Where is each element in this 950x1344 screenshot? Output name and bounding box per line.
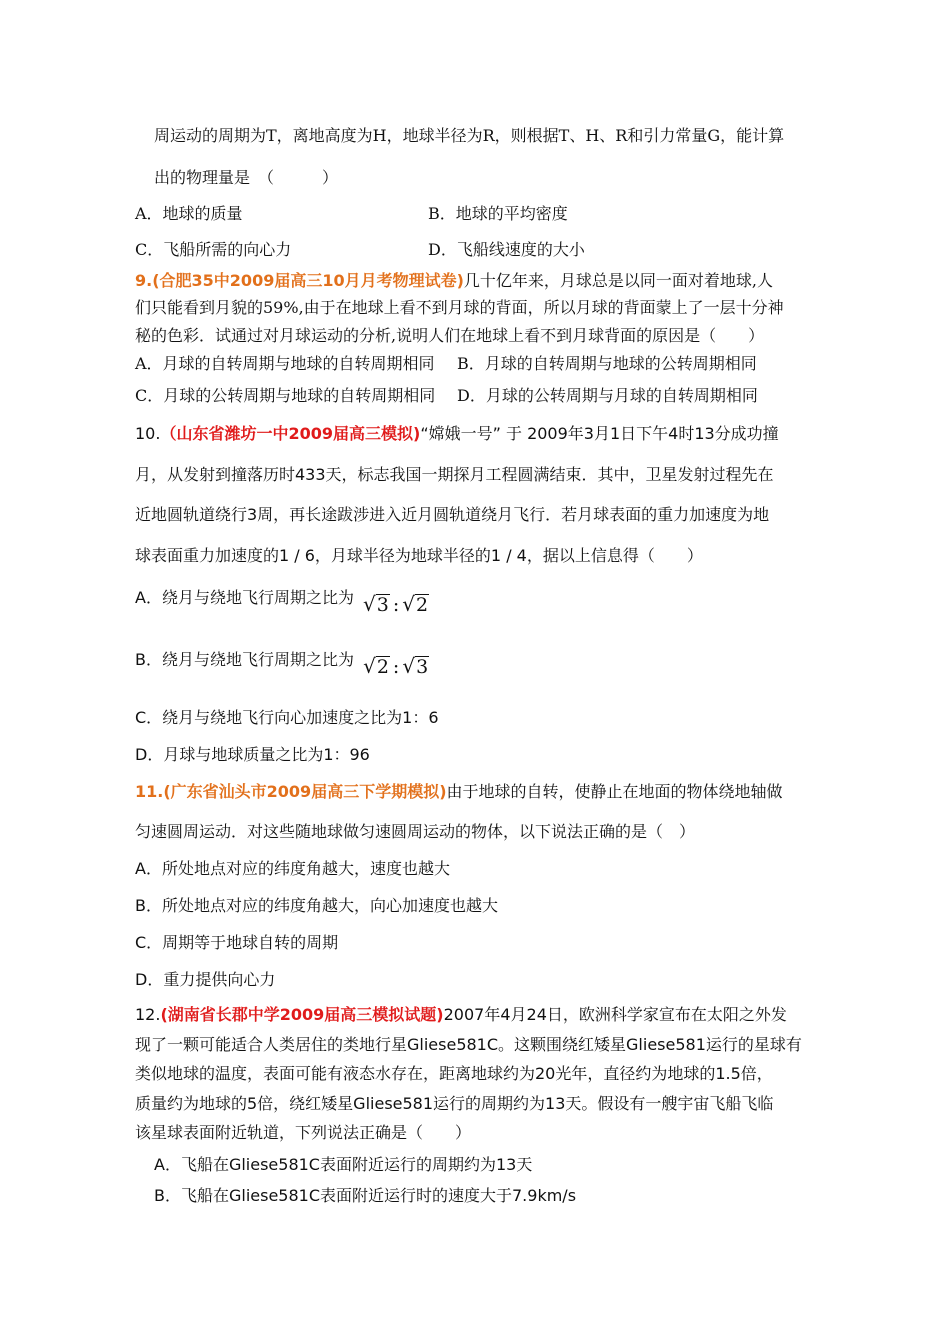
q12-option-b: B．飞船在Gliese581C表面附近运行时的速度大于7.9km/s [154,1186,577,1205]
q8-option-d: D．飞船线速度的大小 [428,240,585,259]
q11-option-d: D．重力提供向心力 [135,970,276,989]
q9-stem-line3: 秘的色彩．试通过对月球运动的分析,说明人们在地球上看不到月球背面的原因是（ ） [135,326,765,345]
q12-number: 12. [135,1005,161,1024]
q9-source: (合肥35中2009届高三10月月考物理试卷) [152,271,464,290]
q10-option-c: C．绕月与绕地飞行向心加速度之比为1：6 [135,708,439,727]
q10-option-b [135,648,429,682]
q9-option-b: B．月球的自转周期与地球的公转周期相同 [457,354,757,373]
q9-option-a: A．月球的自转周期与地球的自转周期相同 [135,354,435,373]
q12-option-a: A．飞船在Gliese581C表面附近运行的周期约为13天 [154,1155,533,1174]
q8-option-c: C．飞船所需的向心力 [135,240,292,259]
q10-stem-text: “嫦娥一号” 于 2009年3月1日下午4时13分成功撞 [420,424,779,443]
q10-source: （山东省潍坊一中2009届高三模拟) [160,424,421,443]
q10-stem-line1 [135,424,779,444]
q11-stem-line2: 匀速圆周运动．对这些随地球做匀速圆周运动的物体，以下说法正确的是（ ） [135,822,696,841]
q12-source: (湖南省长郡中学2009届高三模拟试题) [160,1005,444,1024]
q9-option-d: D．月球的公转周期与月球的自转周期相同 [457,386,758,405]
q11-stem-line1 [135,782,783,802]
q12-stem-line1 [135,1005,787,1025]
q10-stem-line3: 近地圆轨道绕行3周，再长途跋涉进入近月圆轨道绕月飞行．若月球表面的重力加速度为地 [135,505,770,524]
q10-option-a-text: A．绕月与绕地飞行周期之比为 [135,588,354,607]
q9-stem-text: 几十亿年来，月球总是以同一面对着地球,人 [463,271,774,290]
q10-option-d: D．月球与地球质量之比为1：96 [135,745,370,764]
q8-stem-line2: 出的物理量是 （ ） [154,168,339,187]
q12-stem-text: 2007年4月24日，欧洲科学家宣布在太阳之外发 [443,1005,787,1024]
q10-option-b-formula: √2 : √3 [363,654,429,678]
q11-option-b: B．所处地点对应的纬度角越大，向心加速度也越大 [135,896,498,915]
q8-stem-line1: 周运动的周期为T，离地高度为H，地球半径为R，则根据T、H、R和引力常量G，能计算 [154,126,785,145]
q12-stem-line2: 现了一颗可能适合人类居住的类地行星Gliese581C。这颗围绕红矮星Gliese581运行的星球有 [135,1035,802,1054]
q10-option-a-formula: √3 : √2 [363,592,429,616]
q12-stem-line5: 该星球表面附近轨道，下列说法正确是（ ） [135,1123,472,1142]
q12-stem-line3: 类似地球的温度，表面可能有液态水存在，距离地球约为20光年，直径约为地球的1.5倍， [135,1064,773,1083]
q9-stem-line1 [135,271,773,291]
q10-number: 10. [135,424,161,443]
q9-stem-line2: 们只能看到月貌的59%,由于在地球上看不到月球的背面，所以月球的背面蒙上了一层十分神 [135,298,784,317]
q10-stem-line2: 月，从发射到撞落历时433天，标志我国一期探月工程圆满结束．其中，卫星发射过程先在 [135,465,774,484]
q9-option-c: C．月球的公转周期与地球的自转周期相同 [135,386,436,405]
q11-stem-text: 由于地球的自转，使静止在地面的物体绕地轴做 [446,782,783,801]
q11-number: 11. [135,782,164,801]
q8-option-b: B．地球的平均密度 [428,204,568,223]
q12-stem-line4: 质量约为地球的5倍，绕红矮星Gliese581运行的周期约为13天。假设有一艘宇宙飞船飞临 [135,1094,774,1113]
q10-stem-line4: 球表面重力加速度的1 / 6，月球半径为地球半径的1 / 4，据以上信息得（ ） [135,546,703,565]
q9-number: 9. [135,271,153,290]
q11-option-c: C．周期等于地球自转的周期 [135,933,339,952]
q11-source: (广东省汕头市2009届高三下学期模拟) [163,782,447,801]
q11-option-a: A．所处地点对应的纬度角越大，速度也越大 [135,859,450,878]
q8-option-a: A．地球的质量 [135,204,243,223]
q10-option-a [135,586,429,620]
q10-option-b-text: B．绕月与绕地飞行周期之比为 [135,650,354,669]
